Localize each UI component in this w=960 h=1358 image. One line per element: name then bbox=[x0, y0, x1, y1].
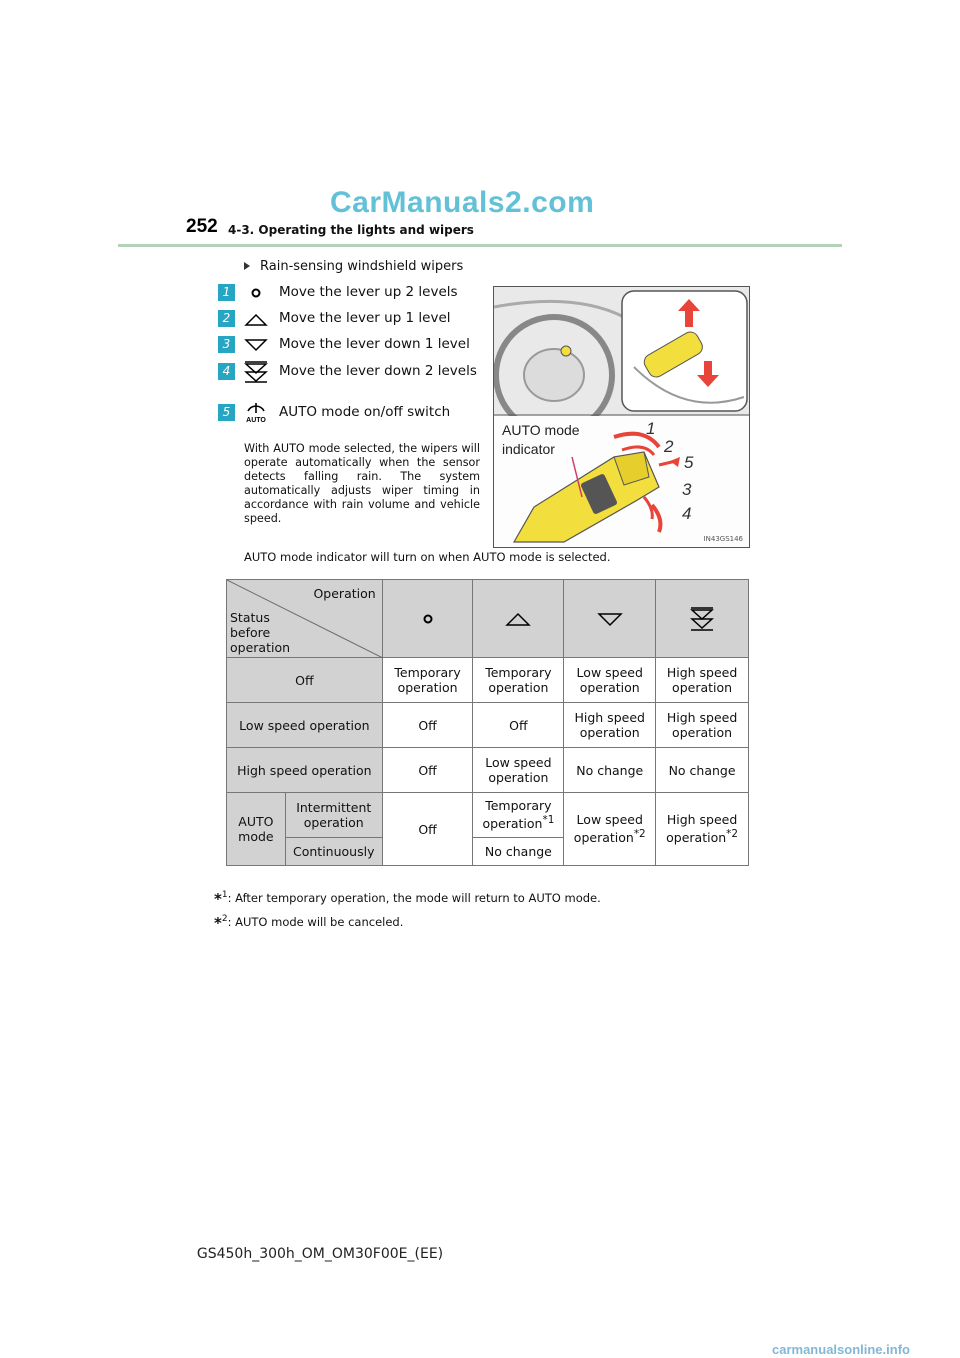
table-row bbox=[227, 703, 749, 748]
triangle-up-icon bbox=[242, 308, 270, 330]
bullet-triangle-icon bbox=[244, 262, 250, 270]
item-label: Move the lever up 1 level bbox=[279, 310, 451, 326]
footnote-sup: 2 bbox=[221, 914, 228, 925]
table-cell: Off bbox=[382, 793, 473, 866]
status-cell: Low speed operation bbox=[227, 703, 383, 748]
footnote-asterisk: * bbox=[214, 890, 222, 908]
illustration-drawing bbox=[494, 287, 750, 548]
page-number: 252 bbox=[186, 216, 218, 237]
header-triangle-down bbox=[564, 580, 656, 658]
table-row bbox=[227, 793, 749, 838]
callout-5: 5 bbox=[684, 453, 694, 472]
auto-icon-text: AUTO bbox=[246, 417, 266, 423]
footnote-mark: *2 bbox=[726, 828, 738, 841]
continuously-cell: Continuously bbox=[285, 838, 382, 866]
header-double-triangle-down bbox=[656, 580, 749, 658]
table-cell: Temporary operation bbox=[473, 658, 564, 703]
footnote-sup: 1 bbox=[221, 890, 228, 901]
table-cell: Low speed operation bbox=[564, 658, 656, 703]
item-label: Move the lever down 2 levels bbox=[279, 363, 477, 379]
footnote-text: : AUTO mode will be canceled. bbox=[227, 915, 404, 929]
table-cell: Temporary operation bbox=[382, 658, 473, 703]
item-number-badge: 1 bbox=[218, 284, 235, 301]
wiper-lever-illustration bbox=[493, 286, 750, 548]
table-cell: Off bbox=[382, 703, 473, 748]
footnote-2 bbox=[214, 912, 403, 930]
auto-wiper-icon bbox=[242, 399, 270, 423]
circle-icon bbox=[421, 612, 435, 626]
header-circle bbox=[382, 580, 473, 658]
subheading bbox=[244, 259, 463, 274]
subheading-text: Rain-sensing windshield wipers bbox=[260, 259, 464, 274]
triangle-down-icon bbox=[597, 611, 623, 627]
table-cell: High speed operation bbox=[656, 703, 749, 748]
document-id: GS450h_300h_OM_OM30F00E_(EE) bbox=[196, 1246, 444, 1262]
table-cell: Off bbox=[382, 748, 473, 793]
footnote-mark: *2 bbox=[633, 828, 646, 841]
watermark-bottom: carmanualsonline.info bbox=[772, 1342, 910, 1357]
table-cell: High speed operation bbox=[564, 703, 656, 748]
status-cell: Off bbox=[227, 658, 383, 703]
header-status: Status before operation bbox=[230, 610, 291, 655]
watermark-top: CarManuals2.com bbox=[330, 186, 595, 219]
table-cell bbox=[473, 793, 564, 838]
table-cell: No change bbox=[656, 748, 749, 793]
header-triangle-up bbox=[473, 580, 564, 658]
auto-mode-cell: AUTO mode bbox=[227, 793, 286, 866]
auto-mode-description: With AUTO mode selected, the wipers will operate automatically when the sensor detects falling rain. The system automatically adjusts wiper timing in accordance with rain volume and vehicle speed. bbox=[244, 442, 480, 525]
intermittent-cell: Intermittent operation bbox=[285, 793, 382, 838]
cell-text: Low speed operation bbox=[573, 812, 643, 846]
item-number-badge: 4 bbox=[218, 363, 235, 380]
table-row bbox=[227, 658, 749, 703]
footnote-text: : After temporary operation, the mode will return to AUTO mode. bbox=[227, 891, 601, 905]
triangle-down-icon bbox=[242, 334, 270, 356]
item-label: AUTO mode on/off switch bbox=[279, 404, 451, 420]
table-cell: No change bbox=[564, 748, 656, 793]
callout-3: 3 bbox=[682, 480, 692, 499]
footnote-asterisk: * bbox=[214, 914, 222, 932]
cell-text: High speed operation bbox=[666, 812, 738, 846]
footnote-1 bbox=[214, 888, 601, 906]
item-number-badge: 5 bbox=[218, 404, 235, 421]
table-corner-cell bbox=[227, 580, 383, 658]
triangle-up-icon bbox=[505, 611, 531, 627]
auto-mode-indicator-label: AUTO mode indicator bbox=[502, 422, 580, 457]
circle-icon bbox=[242, 282, 270, 304]
header-rule bbox=[118, 244, 842, 247]
table-cell: High speed operation bbox=[656, 658, 749, 703]
table-cell: No change bbox=[473, 838, 564, 866]
table-cell: Low speed operation bbox=[473, 748, 564, 793]
callout-4: 4 bbox=[682, 504, 692, 523]
footnote-mark: *1 bbox=[542, 814, 555, 827]
header-operation: Operation bbox=[313, 586, 376, 601]
item-number-badge: 3 bbox=[218, 336, 235, 353]
table-cell bbox=[656, 793, 749, 866]
callout-1: 1 bbox=[646, 419, 656, 438]
figure-code: IN43GS146 bbox=[703, 535, 743, 543]
operations-table bbox=[226, 579, 749, 866]
item-label: Move the lever down 1 level bbox=[279, 336, 470, 352]
item-label: Move the lever up 2 levels bbox=[279, 284, 458, 300]
cell-text: Temporary operation bbox=[482, 798, 552, 832]
item-number-badge: 2 bbox=[218, 310, 235, 327]
status-cell: High speed operation bbox=[227, 748, 383, 793]
double-triangle-down-icon bbox=[242, 360, 270, 384]
callout-2: 2 bbox=[664, 437, 674, 456]
table-cell bbox=[564, 793, 656, 866]
section-title: 4-3. Operating the lights and wipers bbox=[228, 223, 474, 237]
table-cell: Off bbox=[473, 703, 564, 748]
table-header-row bbox=[227, 580, 749, 658]
indicator-note: AUTO mode indicator will turn on when AUTO mode is selected. bbox=[244, 550, 611, 564]
double-triangle-down-icon bbox=[689, 606, 715, 632]
table-row bbox=[227, 748, 749, 793]
